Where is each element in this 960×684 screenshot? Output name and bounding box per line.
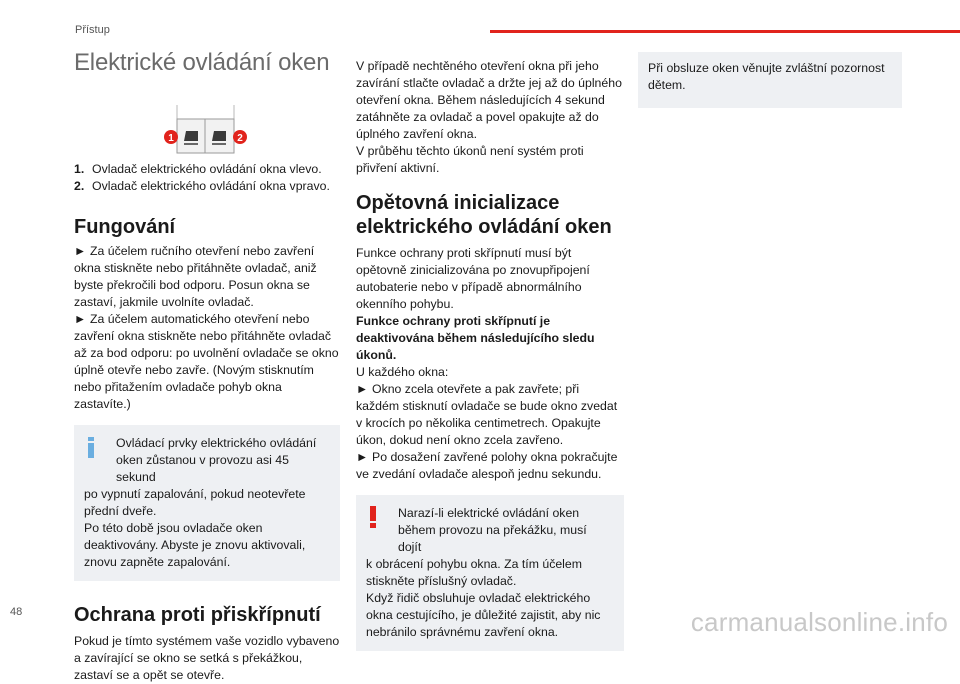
heading-reinit: Opětovná inicializace elektrického ovládání oken [356,192,612,238]
note-text: Ovládací prvky elektrického ovládání oken zůstanou v provozu asi 45 sekund [116,436,317,484]
list-item [74,161,340,178]
window-switch-figure [74,77,340,157]
list-item [74,178,340,195]
bullet-arrow-icon: ► [74,244,87,258]
info-note [74,425,340,581]
paragraph-text: V průběhu těchto úkonů není systém proti přivření aktivní. [356,144,584,175]
heading-ochrana: Ochrana proti přiskřípnutí [74,604,321,626]
list-item-text: Ovladač elektrického ovládání okna vlevo. [92,162,322,176]
section-label: Přístup [75,24,110,36]
warning-note [356,495,624,651]
callout-2-label: 2 [237,133,243,144]
watermark: carmanualsonline.info [690,607,948,637]
bullet-arrow-icon: ► [356,450,369,464]
page-number: 48 [10,606,23,618]
note-text: k obrácení pohybu okna. Za tím účelem stiskněte příslušný ovladač. [366,557,582,588]
numbered-list [74,161,340,195]
paragraph-manual [74,243,340,311]
note-text: Když řidič obsluhuje ovladač elektrického okna cestujícího, je důležité zajistit, aby nic nebránilo správnému zavření okna. [366,591,601,639]
column-3 [638,52,902,108]
paragraph-text: Funkce ochrany proti skřípnutí musí být opětovně zinicializována po znovupřipojení autobaterie nebo v případě abnormálního okenního pohybu. [356,246,590,311]
page-title: Elektrické ovládání oken [74,49,330,76]
paragraph-text: Za účelem ručního otevření nebo zavření okna stiskněte nebo přitáhněte ovladač, aniž byste překročili bod odporu. Posun okna se zastaví, jakmile uvolníte ovladač. [74,244,317,309]
note-text: Při obsluze oken věnujte zvláštní pozornost dětem. [648,61,885,92]
bullet-paragraph [356,381,624,449]
bullet-arrow-icon: ► [356,382,369,396]
list-item-number: 1. [74,162,85,176]
column-2 [356,58,624,651]
column-1 [74,49,340,684]
bullet-arrow-icon: ► [74,312,87,326]
note-text: po vypnutí zapalování, pokud neotevřete přední dveře. [84,487,306,518]
bullet-paragraph [356,449,624,483]
paragraph-text: Pokud je tímto systémem vaše vozidlo vybaveno a zavírající se okno se setká s překážkou, zastaví se a opět se otevře. [74,634,340,682]
paragraph-automatic [74,311,340,413]
paragraph-bold-text: Funkce ochrany proti skřípnutí je deaktivována během následujícího sledu úkonů. [356,314,595,362]
paragraph-text: V případě nechtěného otevření okna při jeho zavírání stlačte ovladač a držte jej až do úplného otevření okna. Během následujících 4 sekund zatáhněte za ovladač a povel opakujte až do úplného zavření okna. [356,59,622,141]
window-switch-illustration [74,77,340,157]
heading-fungovani: Fungování [74,216,176,238]
note-text: Po této době jsou ovladače oken deaktivovány. Abyste je znovu aktivovali, znovu zapněte zapalování. [84,521,306,569]
callout-1-label: 1 [168,133,174,144]
info-icon [86,435,96,459]
note-text: Narazí-li elektrické ovládání oken během provozu na překážku, musí dojít [398,506,587,554]
list-item-number: 2. [74,179,85,193]
list-item-text: Ovladač elektrického ovládání okna vpravo. [92,179,330,193]
header-accent-bar [490,30,960,33]
paragraph-text: Za účelem automatického otevření nebo zavření okna stiskněte nebo přitáhněte ovladač až za bod odporu: po uvolnění ovladače se okno úplně otevře nebo zavře. (Novým stisknutím nebo přitažením ovladače pohyb okna zastavíte.) [74,312,339,411]
paragraph-text: Okno zcela otevřete a pak zavřete; při každém stisknutí ovladače se bude okno zvedat v krocích po několika centimetrech. Opakujte úkon, dokud není okno zcela zavřeno. [356,382,618,447]
paragraph-text: Po dosažení zavřené polohy okna pokračujte ve zvedání ovladače alespoň jednu sekundu. [356,450,618,481]
warning-icon [368,505,378,529]
children-note [638,52,902,108]
paragraph-text: U každého okna: [356,365,449,379]
